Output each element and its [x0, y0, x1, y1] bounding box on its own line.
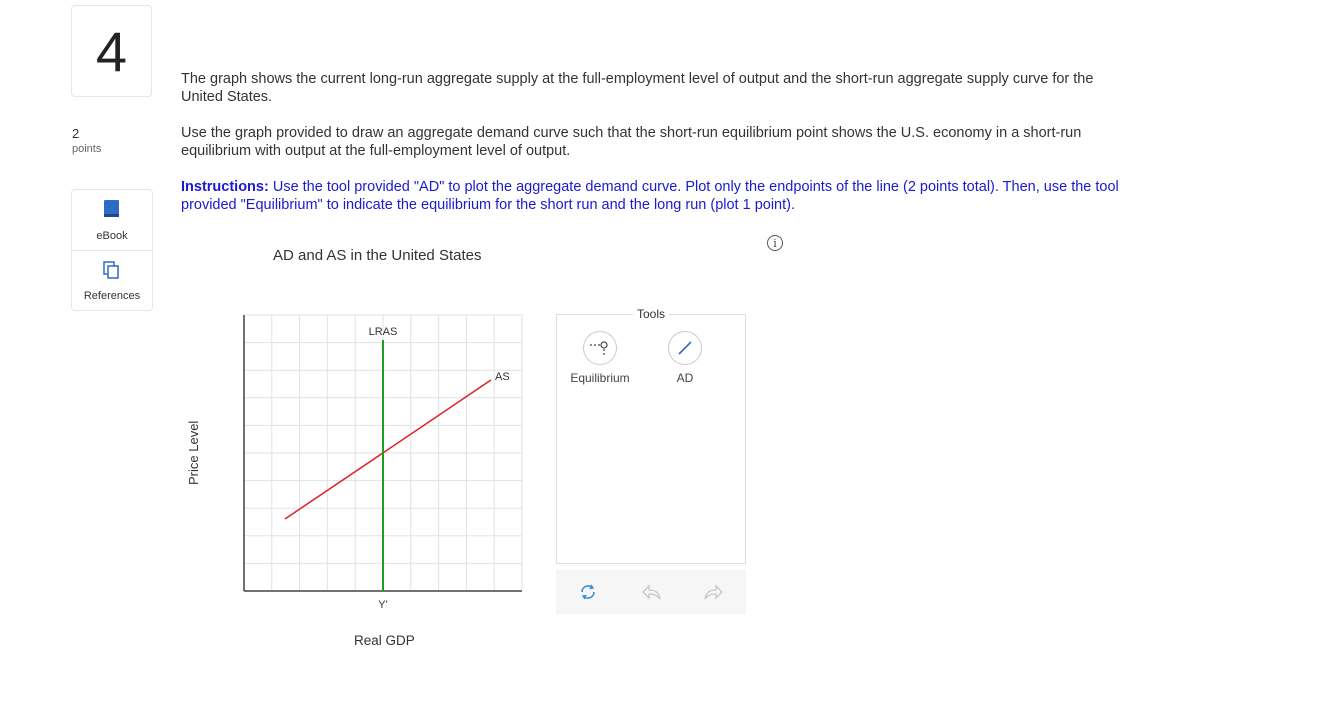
instructions-text: Use the tool provided "AD" to plot the aggregate demand curve. Plot only the endpoints of the line (2 points total). Then, use the tool provided "Equilibrium" to indicate the equilibrium for the short run and the long run (plot 1 point).: [181, 179, 1119, 213]
points-info: [72, 126, 101, 155]
ad-tool-label: AD: [676, 371, 694, 385]
question-paragraph-1: The graph shows the current long-run aggregate supply at the full-employment level of output and the short-run aggregate supply curve for the United States.: [181, 71, 1094, 105]
copy-icon: [103, 261, 121, 284]
question-paragraph-2: Use the graph provided to draw an aggregate demand curve such that the short-run equilibrium point shows the U.S. economy in a short-run equilibrium with output at the full-employment level of output.: [181, 125, 1082, 159]
instructions-label: Instructions:: [181, 179, 269, 195]
equilibrium-tool-label: Equilibrium: [570, 371, 630, 385]
tools-panel: [556, 307, 746, 564]
line-tool-icon: [668, 331, 702, 365]
ad-tool[interactable]: [647, 331, 723, 385]
reset-icon[interactable]: [577, 581, 599, 603]
y-axis-label: Price Level: [186, 420, 201, 485]
question-number: 4: [71, 5, 152, 97]
question-text: [181, 70, 1121, 232]
points-label: points: [72, 143, 102, 155]
as-curve: [285, 380, 491, 519]
instructions: [181, 178, 1121, 214]
book-icon: [103, 199, 121, 224]
ebook-button[interactable]: [72, 190, 152, 250]
ebook-label: eBook: [96, 229, 128, 242]
ad-as-graph[interactable]: [240, 312, 530, 612]
as-label: AS: [495, 371, 510, 383]
tools-title: Tools: [557, 307, 745, 321]
references-button[interactable]: [72, 250, 152, 311]
x-axis-label: Real GDP: [354, 633, 415, 648]
redo-icon[interactable]: [703, 581, 725, 603]
equilibrium-point-icon: [583, 331, 617, 365]
references-label: References: [83, 289, 141, 302]
equilibrium-tool[interactable]: [562, 331, 638, 385]
graph-title: AD and AS in the United States: [273, 247, 482, 264]
undo-icon[interactable]: [640, 581, 662, 603]
resource-panel: [71, 189, 153, 311]
info-icon[interactable]: i: [767, 235, 783, 251]
tools-actions: [556, 570, 746, 614]
points-value: 2: [72, 126, 80, 141]
lras-label: LRAS: [368, 326, 398, 338]
yprime-label: Y': [378, 599, 388, 611]
